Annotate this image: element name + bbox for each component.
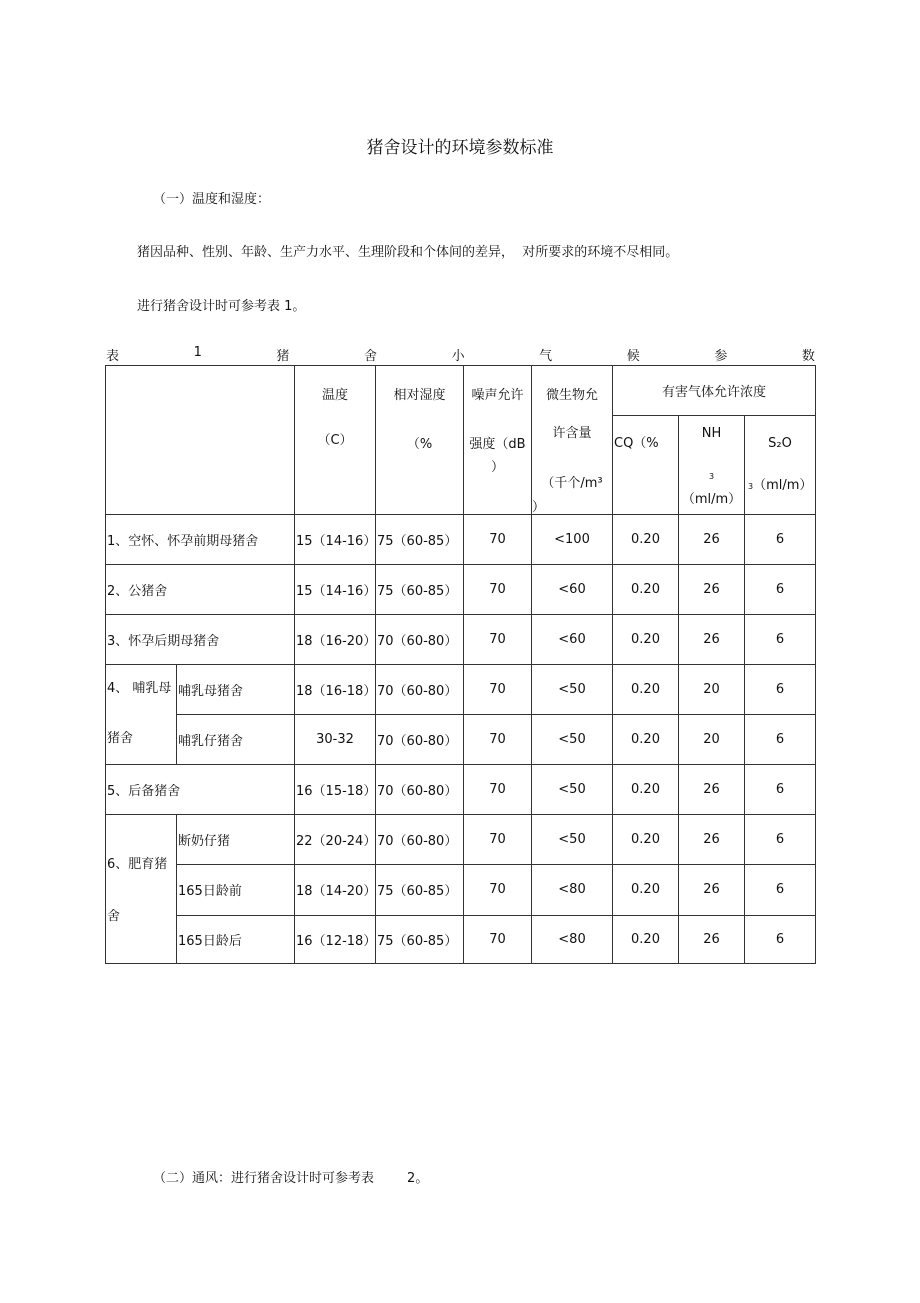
cell-h2s: 6 xyxy=(745,615,816,665)
cell-co2: 0.20 xyxy=(613,815,679,865)
cell-humidity: 75（60-85） xyxy=(376,515,464,565)
header-text: （% xyxy=(406,437,433,452)
cell-temp: 15（14-16） xyxy=(295,565,376,615)
caption-char: 参 xyxy=(714,349,728,364)
header-blank-cell xyxy=(106,366,295,515)
caption-char: 猪 xyxy=(276,349,290,364)
cell-temp: 22（20-24） xyxy=(295,815,376,865)
header-text: NH xyxy=(701,426,722,441)
header-text: 3（ml/m） xyxy=(748,478,813,493)
cell-nh3: 26 xyxy=(679,815,745,865)
header-text: （C） xyxy=(317,433,353,448)
group-text: 4、 哺乳母 xyxy=(107,681,172,696)
cell-humidity: 75（60-85） xyxy=(376,565,464,615)
cell-h2s: 6 xyxy=(745,715,816,765)
cell-humidity: 75（60-85） xyxy=(376,915,464,963)
row-subname: 165日龄后 xyxy=(177,915,295,963)
cell-temp: 15（14-16） xyxy=(295,515,376,565)
header-text: 温度 xyxy=(321,388,348,403)
cell-microbe: <50 xyxy=(532,815,613,865)
cell-microbe: <80 xyxy=(532,865,613,915)
cell-temp: 30-32 xyxy=(295,715,376,765)
group-text: 6、肥育猪 xyxy=(107,857,168,872)
header-text: 许含量 xyxy=(552,426,592,441)
cell-h2s: 6 xyxy=(745,565,816,615)
cell-noise: 70 xyxy=(464,665,532,715)
group-4-name xyxy=(106,665,177,765)
cell-co2: 0.20 xyxy=(613,715,679,765)
cell-noise: 70 xyxy=(464,565,532,615)
cell-nh3: 20 xyxy=(679,665,745,715)
header-humidity xyxy=(376,366,464,515)
group-text: 舍 xyxy=(107,909,121,924)
cell-nh3: 26 xyxy=(679,865,745,915)
paragraph-2: 进行猪舍设计时可参考表 1。 xyxy=(137,299,306,314)
caption-char: 数 xyxy=(801,349,815,364)
row-name: 5、后备猪舍 xyxy=(106,765,295,815)
cell-noise: 70 xyxy=(464,915,532,963)
cell-humidity: 70（60-80） xyxy=(376,615,464,665)
header-text: 相对湿度 xyxy=(393,388,446,403)
cell-co2: 0.20 xyxy=(613,565,679,615)
header-text: 3 xyxy=(708,472,715,481)
table-row xyxy=(106,765,816,815)
cell-microbe: <60 xyxy=(532,565,613,615)
header-text: S₂O xyxy=(768,436,792,451)
table-row xyxy=(106,515,816,565)
row-subname: 断奶仔猪 xyxy=(177,815,295,865)
table-row xyxy=(106,815,816,865)
caption-char: 气 xyxy=(539,349,553,364)
caption-char: 表 xyxy=(106,349,120,364)
cell-temp: 16（12-18） xyxy=(295,915,376,963)
header-temperature xyxy=(295,366,376,515)
cell-humidity: 75（60-85） xyxy=(376,865,464,915)
caption-char: 候 xyxy=(626,349,640,364)
cell-nh3: 26 xyxy=(679,765,745,815)
section-2-heading: （二）通风：进行猪舍设计时可参考表 2。 xyxy=(153,1171,429,1186)
table-row xyxy=(106,915,816,963)
header-text: （千个/m³ xyxy=(541,476,603,491)
cell-noise: 70 xyxy=(464,865,532,915)
cell-co2: 0.20 xyxy=(613,865,679,915)
header-text: ） xyxy=(490,460,504,475)
header-co2 xyxy=(613,416,679,515)
cell-microbe: <50 xyxy=(532,715,613,765)
cell-noise: 70 xyxy=(464,715,532,765)
cell-nh3: 26 xyxy=(679,515,745,565)
table-row xyxy=(106,565,816,615)
group-text: 猪舍 xyxy=(107,731,134,746)
cell-co2: 0.20 xyxy=(613,615,679,665)
cell-co2: 0.20 xyxy=(613,665,679,715)
cell-nh3: 26 xyxy=(679,915,745,963)
cell-temp: 18（16-20） xyxy=(295,615,376,665)
cell-h2s: 6 xyxy=(745,915,816,963)
header-h2s xyxy=(745,416,816,515)
header-text: CQ（% xyxy=(614,436,659,451)
header-text: ） xyxy=(532,500,546,515)
table-row xyxy=(106,615,816,665)
paragraph-1: 猪因品种、性别、年龄、生产力水平、生理阶段和个体间的差异， 对所要求的环境不尽相同。 xyxy=(137,245,679,260)
row-subname: 哺乳仔猪舍 xyxy=(177,715,295,765)
group-6-name xyxy=(106,815,177,964)
cell-h2s: 6 xyxy=(745,815,816,865)
table-caption xyxy=(106,345,815,364)
header-text: 噪声允许 xyxy=(471,388,524,403)
row-name: 1、空怀、怀孕前期母猪舍 xyxy=(106,515,295,565)
cell-microbe: <100 xyxy=(532,515,613,565)
cell-noise: 70 xyxy=(464,515,532,565)
cell-microbe: <50 xyxy=(532,765,613,815)
cell-co2: 0.20 xyxy=(613,765,679,815)
cell-noise: 70 xyxy=(464,765,532,815)
cell-h2s: 6 xyxy=(745,515,816,565)
page-title: 猪舍设计的环境参数标准 xyxy=(366,138,554,158)
section-1-heading: （一）温度和湿度： xyxy=(153,192,271,207)
cell-co2: 0.20 xyxy=(613,515,679,565)
cell-noise: 70 xyxy=(464,815,532,865)
cell-temp: 16（15-18） xyxy=(295,765,376,815)
cell-humidity: 70（60-80） xyxy=(376,665,464,715)
cell-noise: 70 xyxy=(464,615,532,665)
microclimate-table xyxy=(105,365,816,964)
row-name: 2、公猪舍 xyxy=(106,565,295,615)
header-nh3 xyxy=(679,416,745,515)
header-text: 强度（dB xyxy=(469,437,526,452)
table-header-row xyxy=(106,366,816,416)
header-microbe xyxy=(532,366,613,515)
cell-humidity: 70（60-80） xyxy=(376,715,464,765)
cell-h2s: 6 xyxy=(745,865,816,915)
cell-microbe: <50 xyxy=(532,665,613,715)
header-harmful-gas: 有害气体允许浓度 xyxy=(613,366,816,416)
header-text: （ml/m） xyxy=(681,492,742,507)
caption-char: 1 xyxy=(193,345,202,360)
table-row xyxy=(106,865,816,915)
cell-h2s: 6 xyxy=(745,765,816,815)
cell-temp: 18（14-20） xyxy=(295,865,376,915)
cell-h2s: 6 xyxy=(745,665,816,715)
header-noise xyxy=(464,366,532,515)
cell-nh3: 26 xyxy=(679,565,745,615)
row-name: 3、怀孕后期母猪舍 xyxy=(106,615,295,665)
caption-char: 小 xyxy=(451,349,465,364)
cell-nh3: 26 xyxy=(679,615,745,665)
cell-humidity: 70（60-80） xyxy=(376,815,464,865)
cell-nh3: 20 xyxy=(679,715,745,765)
cell-microbe: <80 xyxy=(532,915,613,963)
cell-humidity: 70（60-80） xyxy=(376,765,464,815)
row-subname: 165日龄前 xyxy=(177,865,295,915)
header-text: 微生物允 xyxy=(545,388,598,403)
row-subname: 哺乳母猪舍 xyxy=(177,665,295,715)
table-row xyxy=(106,665,816,715)
cell-co2: 0.20 xyxy=(613,915,679,963)
cell-temp: 18（16-18） xyxy=(295,665,376,715)
table-row xyxy=(106,715,816,765)
cell-microbe: <60 xyxy=(532,615,613,665)
caption-char: 舍 xyxy=(364,349,378,364)
